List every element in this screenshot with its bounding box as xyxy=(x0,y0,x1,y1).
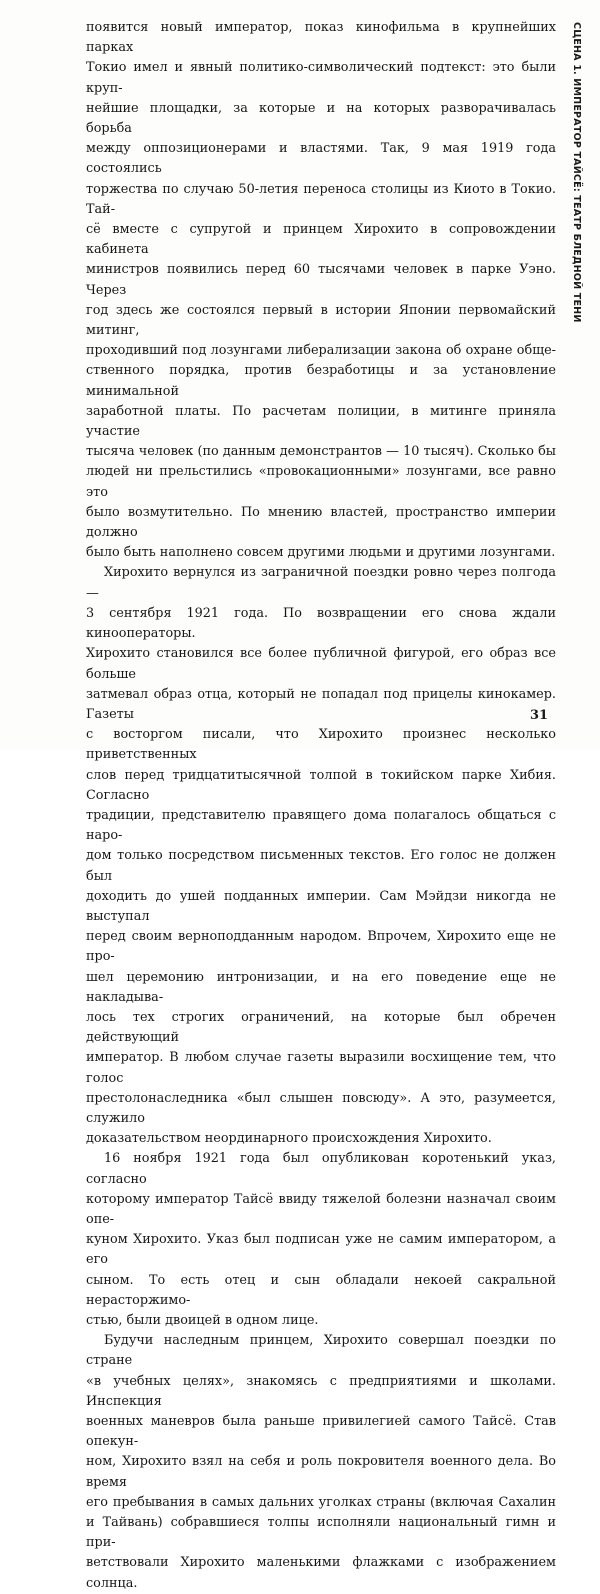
text-line: куном Хирохито. Указ был подписан уже не самим императором, а его xyxy=(86,1232,556,1268)
text-line: шел церемонию интронизации, и на его поведение еще не накладыва- xyxy=(86,969,556,1005)
text-line: сыном. То есть отец и сын обладали некоей сакральной нерасторжимо- xyxy=(86,1272,556,1308)
text-line: «в учебных целях», знакомясь с предприятиями и школами. Инспекция xyxy=(86,1373,556,1409)
text-line: Хирохито становился все более публичной фигурой, его образ все больше xyxy=(86,646,556,682)
text-line: дом только посредством письменных текстов. Его голос не должен был xyxy=(86,848,556,884)
text-line: доказательством неординарного происхождения Хирохито. xyxy=(86,1131,492,1147)
text-line: было возмутительно. По мнению властей, пространство империи должно xyxy=(86,504,556,541)
text-line: появится новый император, показ кинофильма в крупнейших парках xyxy=(86,20,556,56)
text-line: Хирохито вернулся из заграничной поездки ровно через полгода — xyxy=(86,565,556,601)
text-line: торжества по случаю 50-летия переноса столицы из Киото в Токио. Тай- xyxy=(86,181,556,217)
paragraph-2 xyxy=(86,563,556,1149)
running-head: СЦЕНА 1. ИМПЕРАТОР ТАЙСЁ: ТЕАТР БЛЕДНОЙ ТЕНИ xyxy=(571,22,582,323)
text-line: традиции, представителю правящего дома полагалось общаться с наро- xyxy=(86,807,556,844)
text-line: военных маневров была раньше привилегией самого Тайсё. Став опекун- xyxy=(86,1414,556,1450)
text-line: стью, были двоицей в одном лице. xyxy=(86,1313,319,1328)
paragraph-3 xyxy=(86,1149,556,1331)
text-line: престолонаследника «был слышен повсюду». А это, разумеется, служило xyxy=(86,1090,556,1126)
text-line: с восторгом писали, что Хирохито произнес несколько приветственных xyxy=(86,727,556,763)
text-line: его пребывания в самых дальних уголках страны (включая Сахалин xyxy=(86,1494,556,1510)
text-line: затмевал образ отца, который не попадал под прицелы кинокамер. Газеты xyxy=(86,686,556,722)
text-line: заработной платы. По расчетам полиции, в митинге приняла участие xyxy=(86,403,556,440)
text-line: людей ни прельстились «провокационными» лозунгами, все равно это xyxy=(86,464,556,500)
text-line: Будучи наследным принцем, Хирохито совершал поездки по стране xyxy=(86,1333,556,1369)
text-line: ном, Хирохито взял на себя и роль покровителя военного дела. Во время xyxy=(86,1454,556,1490)
text-line: лось тех строгих ограничений, на которые был обречен действующий xyxy=(86,1009,556,1046)
text-line: император. В любом случае газеты выразили восхищение тем, что голос xyxy=(86,1050,556,1086)
paragraph-4 xyxy=(86,1331,556,1594)
text-line: министров появились перед 60 тысячами человек в парке Уэно. Через xyxy=(86,262,556,298)
paragraph-1 xyxy=(86,18,556,563)
text-line: сё вместе с супругой и принцем Хирохито в сопровождении кабинета xyxy=(86,222,556,258)
text-line: между оппозиционерами и властями. Так, 9 мая 1919 года состоялись xyxy=(86,141,556,177)
main-text xyxy=(86,18,556,1594)
text-line: доходить до ушей подданных империи. Сам Мэйдзи никогда не выступал xyxy=(86,888,556,924)
text-line: год здесь же состоялся первый в истории Японии первомайский митинг, xyxy=(86,302,556,339)
text-line: тысяча человек (по данным демонстрантов — 10 тысяч). Сколько бы xyxy=(86,444,556,460)
text-line: 16 ноября 1921 года был опубликован коротенький указ, согласно xyxy=(86,1151,556,1187)
text-line: Токио имел и явный политико-символический подтекст: это были круп- xyxy=(86,60,556,96)
text-line: ветствовали Хирохито маленькими флажками с изображением солнца. xyxy=(86,1555,556,1591)
text-line: и Тайвань) собравшиеся толпы исполняли национальный гимн и при- xyxy=(86,1515,556,1551)
text-line: нейшие площадки, за которые и на которых разворачивалась борьба xyxy=(86,100,556,137)
page-number: 31 xyxy=(530,708,549,723)
text-line: перед своим верноподданным народом. Впрочем, Хирохито еще не про- xyxy=(86,929,556,965)
text-line: слов перед тридцатитысячной толпой в токийском парке Хибия. Согласно xyxy=(86,767,556,803)
text-line: ственного порядка, против безработицы и за установление минимальной xyxy=(86,363,556,399)
text-line: 3 сентября 1921 года. По возвращении его снова ждали кинооператоры. xyxy=(86,605,556,642)
text-line: проходивший под лозунгами либерализации закона об охране обще- xyxy=(86,343,556,359)
text-line: которому император Тайсё ввиду тяжелой болезни назначал своим опе- xyxy=(86,1191,556,1227)
text-line: было быть наполнено совсем другими людьми и другими лозунгами. xyxy=(86,545,556,561)
